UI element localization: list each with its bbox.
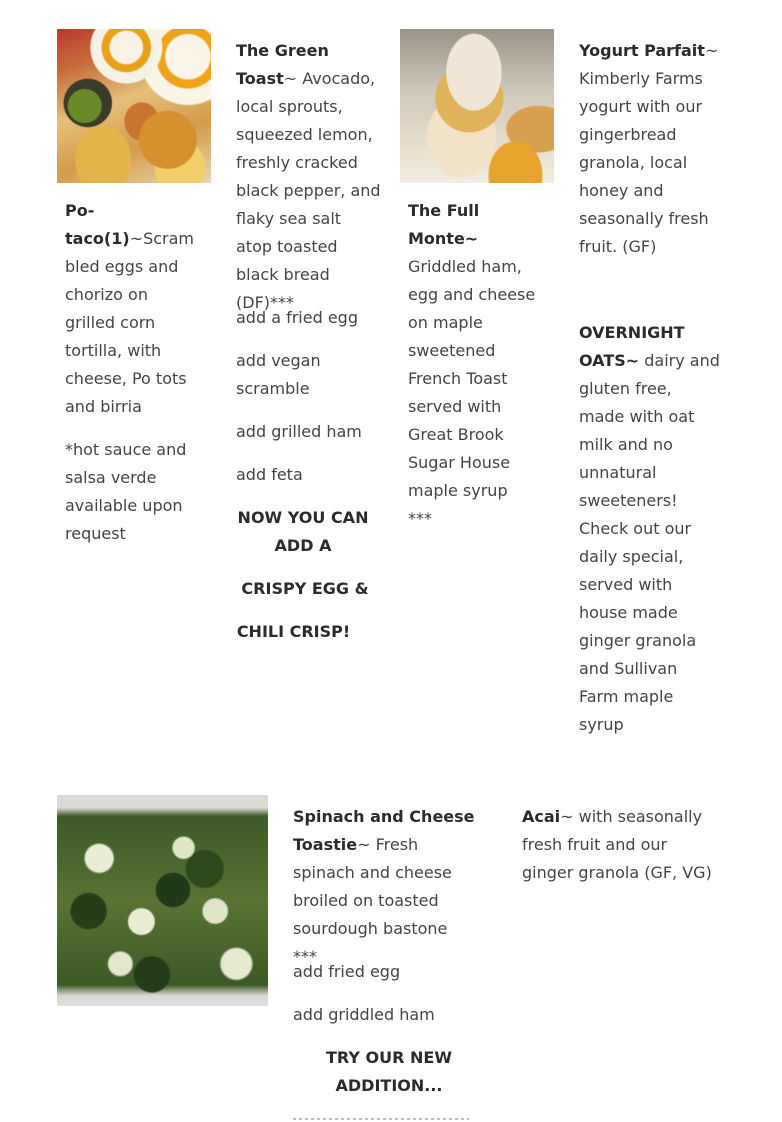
green-toast-promo-line1: NOW YOU CAN ADD A (237, 508, 369, 555)
spinach-toastie-photo (57, 795, 268, 1006)
full-monte-photo (400, 29, 554, 183)
full-monte-item (408, 197, 550, 533)
full-monte-stars: *** (408, 509, 432, 528)
green-toast-promo-line3: CHILI CRISP! (236, 622, 351, 641)
overnight-oats-title: OVERNIGHT OATS~ (579, 323, 685, 370)
potaco-description: ~Scrambled eggs and chorizo on grilled corn tortilla, with cheese, Po tots and birria (65, 229, 195, 416)
spinach-toastie-item (293, 803, 475, 971)
acai-description: ~ with seasonally fresh fruit and our ginger granola (GF, VG) (522, 807, 712, 882)
spinach-toastie-title: Spinach and Cheese Toastie (293, 807, 475, 854)
potaco-item (65, 197, 203, 421)
yogurt-parfait-description: ~ Kimberly Farms yogurt with our gingerbread granola, local honey and seasonally fresh fruit. (GF) (579, 41, 719, 256)
green-toast-addon: add vegan scramble (236, 351, 321, 398)
green-toast-title: The Green Toast (236, 41, 329, 88)
spinach-promo: TRY OUR NEW ADDITION... (326, 1048, 452, 1095)
acai-title: Acai (522, 807, 561, 826)
green-toast-item (236, 37, 381, 317)
overnight-oats-item (579, 319, 721, 739)
potaco-photo (57, 29, 211, 183)
green-toast-addon: add grilled ham (236, 422, 362, 441)
spinach-addon: add fried egg (293, 962, 401, 981)
green-toast-addon: add feta (236, 465, 303, 484)
spinach-addon: add griddled ham (293, 1005, 435, 1024)
spinach-toastie-description: ~ Fresh spinach and cheese broiled on toasted sourdough bastone *** (293, 835, 452, 966)
green-toast-description: ~ Avocado, local sprouts, squeezed lemon, freshly cracked black pepper, and flaky sea salt atop toasted black bread (DF)*** (236, 69, 381, 312)
hot-sauce-note: *hot sauce and salsa verde available upon request (65, 440, 187, 543)
dotted-divider (293, 1118, 469, 1120)
green-toast-addon: add a fried egg (236, 308, 358, 327)
overnight-oats-description: dairy and gluten free, made with oat milk and no unnatural sweeteners! Check out our daily special, served with house made ginger granola and Sullivan Farm maple syrup (579, 351, 720, 734)
yogurt-parfait-item (579, 37, 719, 261)
full-monte-description: Griddled ham, egg and cheese on maple sweetened French Toast served with Great Brook Sugar House maple syrup (408, 257, 536, 500)
full-monte-title: The Full Monte~ (408, 201, 480, 248)
potaco-title: Po-taco(1) (65, 201, 130, 248)
green-toast-promo-line2: CRISPY EGG & (241, 579, 369, 598)
potaco-note (65, 436, 203, 548)
yogurt-parfait-title: Yogurt Parfait (579, 41, 705, 60)
acai-item (522, 803, 722, 887)
